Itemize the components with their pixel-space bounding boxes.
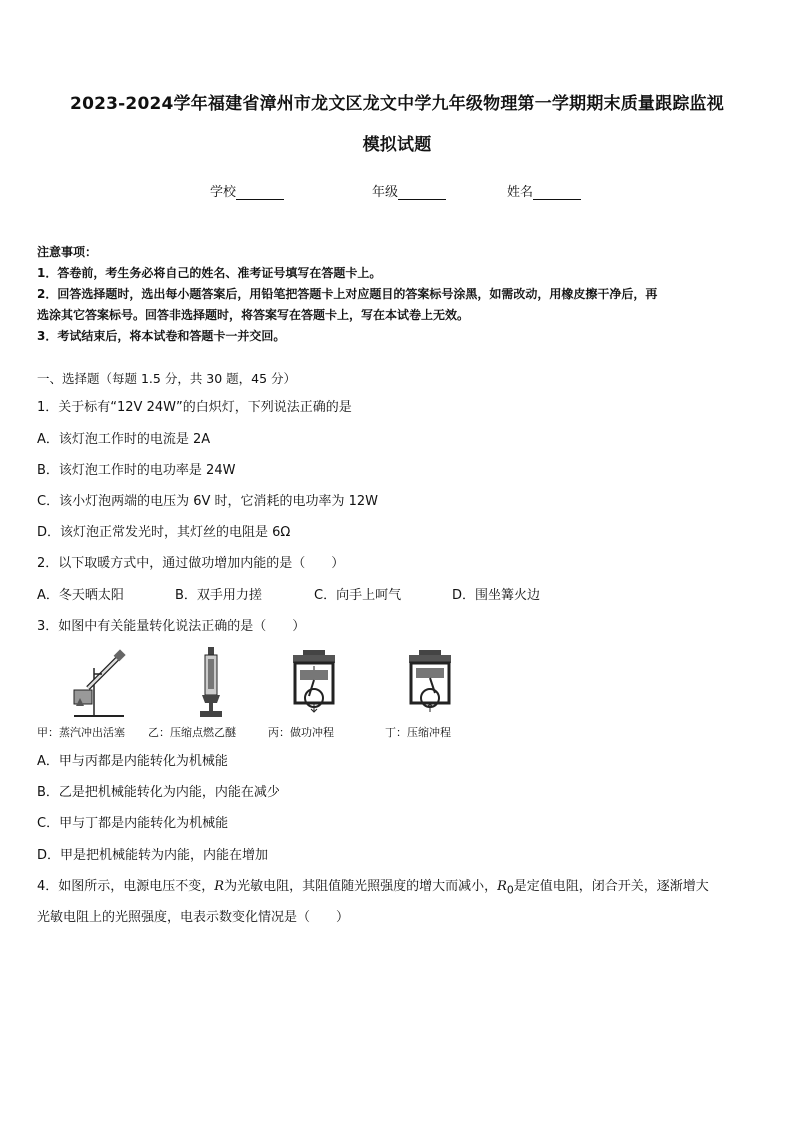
q4-var-r0-sub: 0	[506, 883, 514, 897]
q3-option-c: C．甲与丁都是内能转化为机械能	[37, 816, 229, 831]
q4-var-r: R	[214, 879, 225, 894]
school-field	[210, 181, 284, 200]
q2-option-b: B．双手用力搓	[175, 588, 262, 603]
figure-caption-yi: 乙：压缩点燃乙醚	[148, 726, 236, 739]
q4-text-1: 4．如图所示，电源电压不变，	[37, 879, 215, 894]
figure-caption-jia: 甲：蒸汽冲出活塞	[37, 726, 125, 739]
q4-stem-line1	[37, 875, 759, 897]
q3-option-d: D．甲是把机械能转为内能，内能在增加	[37, 848, 269, 863]
name-label: 姓名	[507, 185, 534, 200]
q2-option-a: A．冬天晒太阳	[37, 588, 124, 603]
exam-title-line1: 2023-2024学年福建省漳州市龙文区龙文中学九年级物理第一学期期末质量跟踪监视	[70, 94, 724, 114]
grade-blank	[398, 186, 446, 200]
school-blank	[236, 186, 284, 200]
notice-heading: 注意事项：	[37, 245, 98, 259]
q2-option-d: D．围坐篝火边	[452, 588, 541, 603]
name-field	[507, 181, 581, 200]
q2-stem: 2．以下取暖方式中，通过做功增加内能的是（ ）	[37, 556, 345, 571]
q3-option-a: A．甲与丙都是内能转化为机械能	[37, 754, 228, 769]
q1-stem: 1．关于标有“12V 24W”的白炽灯，下列说法正确的是	[37, 400, 352, 415]
q1-option-a: A．该灯泡工作时的电流是 2A	[37, 432, 211, 447]
q4-stem-line2: 光敏电阻上的光照强度，电表示数变化情况是（ ）	[37, 910, 350, 925]
q1-option-d: D．该灯泡正常发光时，其灯丝的电阻是 6Ω	[37, 525, 291, 540]
q4-text-3: 是定值电阻，闭合开关，逐渐增大	[513, 879, 709, 894]
figure-caption-ding: 丁：压缩冲程	[385, 726, 451, 739]
compression-stroke-diagram	[405, 648, 455, 714]
q1-option-c: C．该小灯泡两端的电压为 6V 时，它消耗的电功率为 12W	[37, 494, 379, 509]
section-heading: 一、选择题（每题 1.5 分，共 30 题，45 分）	[37, 371, 297, 386]
notice-item: 选涂其它答案标号。回答非选择题时，将答案写在答题卡上，写在本试卷上无效。	[37, 308, 470, 322]
notice-item: 1．答卷前，考生务必将自己的姓名、准考证号填写在答题卡上。	[37, 266, 382, 280]
q4-text-2: 为光敏电阻，其阻值随光照强度的增大而减小，	[224, 879, 498, 894]
grade-field	[372, 181, 446, 200]
q2-option-c: C．向手上呵气	[314, 588, 402, 603]
q1-option-b: B．该灯泡工作时的电功率是 24W	[37, 463, 236, 478]
steam-piston-diagram	[66, 648, 130, 718]
notice-item: 2．回答选择题时，选出每小题答案后，用铅笔把答题卡上对应题目的答案标号涂黑，如需改动，用橡皮擦干净后，再	[37, 287, 658, 301]
notice-item: 3．考试结束后，将本试卷和答题卡一并交回。	[37, 329, 286, 343]
power-stroke-diagram	[289, 648, 339, 714]
name-blank	[533, 186, 581, 200]
compression-ignition-diagram	[196, 645, 226, 719]
grade-label: 年级	[372, 185, 399, 200]
school-label: 学校	[210, 185, 237, 200]
student-info-row	[0, 181, 794, 201]
q3-stem: 3．如图中有关能量转化说法正确的是（ ）	[37, 619, 306, 634]
notice-block	[37, 242, 759, 347]
figure-caption-bing: 丙：做功冲程	[268, 726, 334, 739]
q4-var-r0: R	[497, 879, 507, 894]
exam-title-line2: 模拟试题	[362, 135, 432, 155]
q3-option-b: B．乙是把机械能转化为内能，内能在减少	[37, 785, 280, 800]
